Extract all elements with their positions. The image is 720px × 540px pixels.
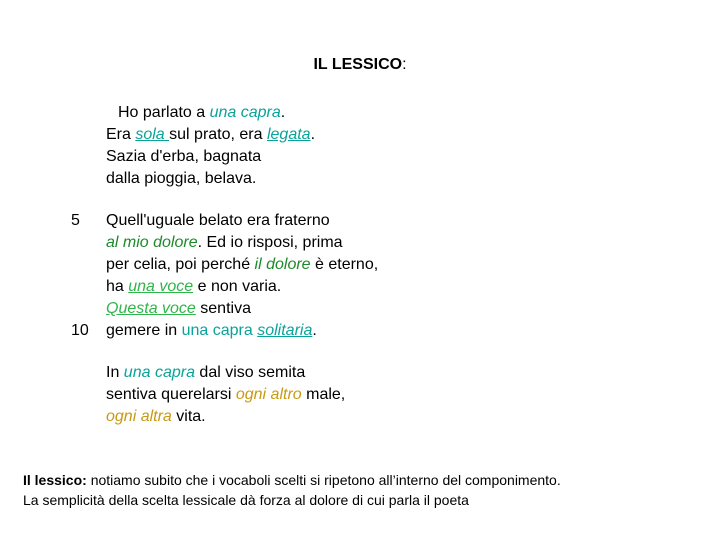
- poem-text: .: [310, 126, 316, 143]
- poem-text: è eterno,: [310, 256, 379, 273]
- poem-line-6: [106, 233, 343, 253]
- poem-text: Sazia d'erba, bagnata: [106, 148, 262, 165]
- note-line-2: La semplicità della scelta lessicale dà forza al dolore di cui parla il poeta: [23, 492, 469, 508]
- poem-text: .: [280, 104, 286, 121]
- highlight-questa-voce: Questa voce: [106, 300, 196, 317]
- title-text: IL LESSICO: [313, 56, 403, 73]
- highlight-ogni-altro: ogni altro: [235, 386, 302, 403]
- poem-line-12: [106, 385, 345, 405]
- highlight-sola: sola: [135, 126, 170, 143]
- line-number-5: 5: [71, 212, 80, 229]
- poem-text: . Ed io risposi, prima: [197, 234, 343, 251]
- line-number-10: 10: [71, 322, 89, 339]
- highlight-ogni-altra: ogni altra: [106, 408, 172, 425]
- poem-text: vita.: [171, 408, 206, 425]
- poem-line-2: [106, 125, 315, 145]
- poem-line-10: [106, 321, 317, 341]
- poem-text: Era: [106, 126, 136, 143]
- highlight-una-voce: una voce: [128, 278, 194, 295]
- note-line-1: [23, 470, 561, 490]
- poem-line-4: [106, 169, 256, 189]
- poem-text: gemere in: [106, 322, 182, 339]
- highlight-il-dolore: il dolore: [254, 256, 311, 273]
- highlight-al-mio-dolore: al mio dolore: [106, 234, 198, 251]
- poem-text: sul prato, era: [169, 126, 267, 143]
- poem-line-8: [106, 277, 281, 297]
- poem-text: .: [312, 322, 317, 339]
- poem-text: Quell'uguale belato era fraterno: [106, 212, 330, 229]
- poem-line-5: [106, 211, 330, 231]
- highlight-una-capra: una capra: [123, 364, 195, 381]
- poem-text: ha: [106, 278, 129, 295]
- poem-line-13: [106, 407, 206, 427]
- note-text-1: notiamo subito che i vocaboli scelti si ripetono all’interno del componimento.: [86, 472, 561, 488]
- poem-text: per celia, poi perché: [106, 256, 255, 273]
- highlight-una-capra: una capra: [181, 322, 253, 339]
- poem-text: dalla pioggia, belava.: [106, 170, 257, 187]
- highlight-legata: legata: [266, 126, 311, 143]
- poem-line-1: [118, 103, 285, 123]
- note-label: Il lessico:: [23, 472, 87, 488]
- lessico-note: [23, 470, 561, 510]
- poem-line-9: [106, 299, 251, 319]
- poem-line-3: [106, 147, 261, 167]
- highlight-solitaria: solitaria: [257, 322, 313, 339]
- poem-text: In: [106, 364, 124, 381]
- poem-text: dal viso semita: [194, 364, 306, 381]
- poem-line-7: [106, 255, 378, 275]
- page-title: [0, 56, 720, 74]
- poem-text: male,: [301, 386, 346, 403]
- title-colon: :: [402, 56, 407, 73]
- poem-line-11: [106, 363, 305, 383]
- poem-text: sentiva: [195, 300, 251, 317]
- poem-text: Ho parlato a: [118, 104, 210, 121]
- poem-text: sentiva querelarsi: [106, 386, 236, 403]
- poem-text: e non varia.: [193, 278, 282, 295]
- highlight-una-capra: una capra: [209, 104, 281, 121]
